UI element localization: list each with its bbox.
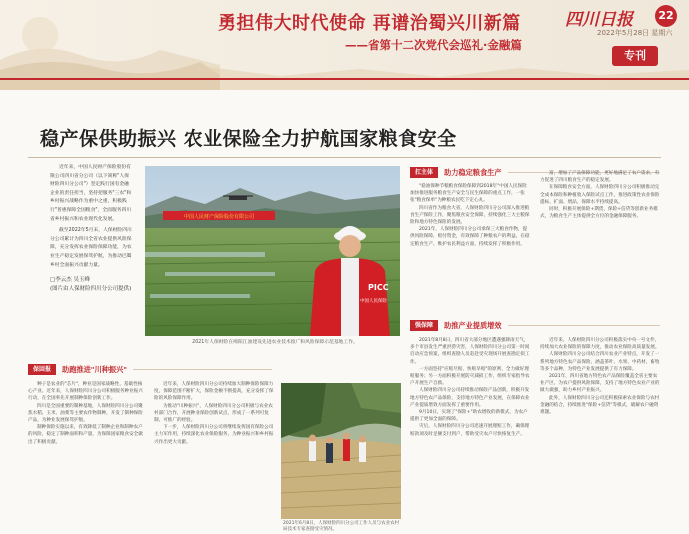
byline <box>50 276 132 294</box>
body-paragraph: 在保障粮食安全方面，人保财险四川分公司积极推动完全成本保险和种植收入保险试点工作，推进政策性农业保险提标、扩面、增品，保障水平持续提高。 <box>540 185 660 205</box>
banner-text: 中国人民财产保险股份有限公司 <box>183 214 255 220</box>
body-paragraph: 下一步，人保财险四川分公司将继续发挥国有保险公司主力军作用，持续深化农业保险服务，为种业振兴和乡村振兴作出更大贡献。 <box>154 425 274 445</box>
text-column <box>410 337 530 527</box>
section-title: 助跑推进"川种振兴" <box>62 364 128 374</box>
body-paragraph: 制种保险实施以来，有效降低了制种企业和制种农户的风险，稳定了制种面积和产量，为保障国家粮食安全做出了积极贡献。 <box>28 425 143 445</box>
body-paragraph: 2021年8月8日，四川省大部分地区遭遇强降雨天气，多个市县发生严重洪涝灾害，人保财险四川分公司第一时间启动应急预案，组织查勘人员赶赴受灾现场开展查勘定损工作。 <box>410 338 530 365</box>
body-paragraph: 近年来，人保财险四川分公司持续加大制种保险保障力度，保障范围不断扩大，保险金额不断提高，充分发挥了保险的风险保障作用。 <box>154 382 274 402</box>
rice-field-image <box>145 166 400 336</box>
section-title: 助推产业提质增效 <box>444 320 502 330</box>
banner-rule <box>0 78 689 80</box>
newspaper-logo: 四川日报 <box>565 10 633 30</box>
section-tag: 强保障 <box>410 320 438 331</box>
body-paragraph: 富，增加了产品保障功能，更好地满足了农户需求，有力促进了四川粮食生产的稳定发展。 <box>540 171 660 184</box>
lead-paragraph: 截至2022年5月末，人保财险四川分公司累计为四川全省农业提供风险保障，充分发挥农业保险保障功能，为农业生产稳定发展保驾护航，为推动巴蜀乡村全面振兴贡献力量。 <box>50 228 132 268</box>
section-rule <box>133 369 272 370</box>
vest-text: 中国人民保险 <box>360 299 387 304</box>
byline-photo-credit: (图片由人保财险四川分公司提供) <box>50 286 132 293</box>
mountain-decoration <box>0 60 689 90</box>
section-tag: 保回报 <box>28 364 56 375</box>
text-column <box>28 381 146 529</box>
body-paragraph: 一方面坚持"应赔尽赔、快赔早赔"的原则，全力做好理赔服务；另一方面积极开展防灾减损工作，组织专家指导农户开展生产自救。 <box>410 366 530 387</box>
page-number-badge: 22 <box>655 5 677 27</box>
section-header <box>410 319 660 332</box>
text-column <box>540 337 660 527</box>
article-lead <box>50 164 132 294</box>
body-paragraph: 为推动"川种振兴"，人保财险四川分公司积极与农业农村部门合作，开展种业保险创新试点，形成了一系列可复制、可推广的经验。 <box>154 403 273 424</box>
body-paragraph: 2021年，四川省地方特色农产品保险覆盖全省主要农业产区，为农户提供风险保障，支持了地方特色农业产业的做大做强，助力乡村产业振兴。 <box>540 374 660 394</box>
rice-field-photo <box>145 166 400 336</box>
vest-logo: PICC <box>368 283 389 292</box>
publication-date: 2022年5月28日 星期六 <box>597 29 673 37</box>
body-paragraph: 2021年，人保财险四川分公司承保三大粮食作物，提供风险保障，赔付资金，有效保障了种粮农户的利益。在稳定粮食生产、维护农民利益方面，持续发挥了积极作用。 <box>410 227 530 247</box>
body-paragraph: 近年来，人保财险四川分公司积极落实中央一号文件，持续加大农业保险的保障力度，推动农业保险高质量发展。 <box>540 338 660 351</box>
section-tag: 专刊 <box>612 46 658 66</box>
body-paragraph: "稳油保种节粮粮食保险保障到2018年"中国人民保险加快推进服务粮食生产安全与民生保障的重点工作，一张张"粮食保单"为种粮农民吃下定心丸。 <box>410 184 527 204</box>
section-header <box>28 363 272 376</box>
header-banner <box>0 0 689 90</box>
body-paragraph: 人保财险四川分公司持续推动保险产品创新，积极开发地方特色农产品保险，支持地方特色产业发展，在保障农业产业提质增效方面发挥了重要作用。 <box>410 388 530 408</box>
field-inspection-image <box>281 383 401 519</box>
body-paragraph: 四川省作为粮食大省，人保财险四川分公司深入推进粮食生产保险工作，聚焦粮食安全保障，持续强化三大主粮保险和地方特色保险的发展。 <box>410 205 530 226</box>
body-paragraph: 四川是全国重要的制种基地，人保财险四川分公司聚焦水稻、玉米、油菜等主要农作物制种，开发了制种保险产品，为种业发展保驾护航。 <box>28 403 143 424</box>
series-headline: 勇担伟大时代使命 再谱治蜀兴川新篇 <box>218 13 521 34</box>
section-tag: 扛主体 <box>410 167 438 178</box>
text-column <box>410 183 530 303</box>
text-column <box>540 170 660 303</box>
series-subheadline: ——省第十二次党代会巡礼·金融篇 <box>345 38 522 52</box>
photo-caption: 2021年6月8日，人保财险四川分公司工作人员与农业农村局技术专家查勘受灾情况。 <box>283 521 400 532</box>
body-paragraph: 人保财险四川分公司结合四川农业产业特点，开发了一系列地方特色农产品保险，涵盖茶叶、水果、中药材、畜牧等多个品种，为特色产业发展提供了有力保障。 <box>540 352 660 372</box>
body-paragraph: 同时，积极开展保险+期货、保险+信贷等创新业务模式，为粮食生产主体提供全方位的金融保障服务。 <box>540 207 658 220</box>
byline-authors: □李云杰 吴玉峰 <box>50 277 90 284</box>
text-column <box>154 381 274 529</box>
field-inspection-photo <box>281 383 401 519</box>
title-divider <box>28 157 661 158</box>
body-paragraph: 此外，人保财险四川分公司还积极探索农业保险与农村金融的结合，持续推进"保险+信贷"等模式，破解农户融资难题。 <box>540 395 660 416</box>
section-rule <box>508 325 660 326</box>
article-title: 稳产保供助振兴 农业保险全力护航国家粮食安全 <box>40 128 457 150</box>
section-title: 助力稳定粮食生产 <box>444 167 502 177</box>
body-paragraph: 9月10日，实现了"保险+"助农增收的新模式，为农户提供了更加全面的保障。 <box>410 410 528 423</box>
body-paragraph: 种子是农业的"芯片"，种业是国家战略性、基础性核心产业。近年来，人保财险四川分公司积极服务种业振兴行动，在全国率先开展制种保险创新工作。 <box>28 382 143 402</box>
photo-caption: 2021年人保财险在绵阳江油建设先进农业技术推广和风险保障示范基地工作。 <box>192 340 358 345</box>
lead-paragraph: 近年来，中国人民财产保险股份有限公司四川省分公司（以下简称"人保财险四川分公司"）坚定践行国有金融企业的责任担当，坚持把服务"三农"和乡村振兴战略作为重中之重，积极践行"普惠保障全国粮食"，全面服务四川省乡村振兴和农业现代化发展。 <box>50 165 132 222</box>
body-paragraph: 灾后，人保财险四川分公司迅速开展理赔工作，确保理赔款项及时足额支付到户，帮助受灾农户尽快恢复生产。 <box>410 424 530 437</box>
